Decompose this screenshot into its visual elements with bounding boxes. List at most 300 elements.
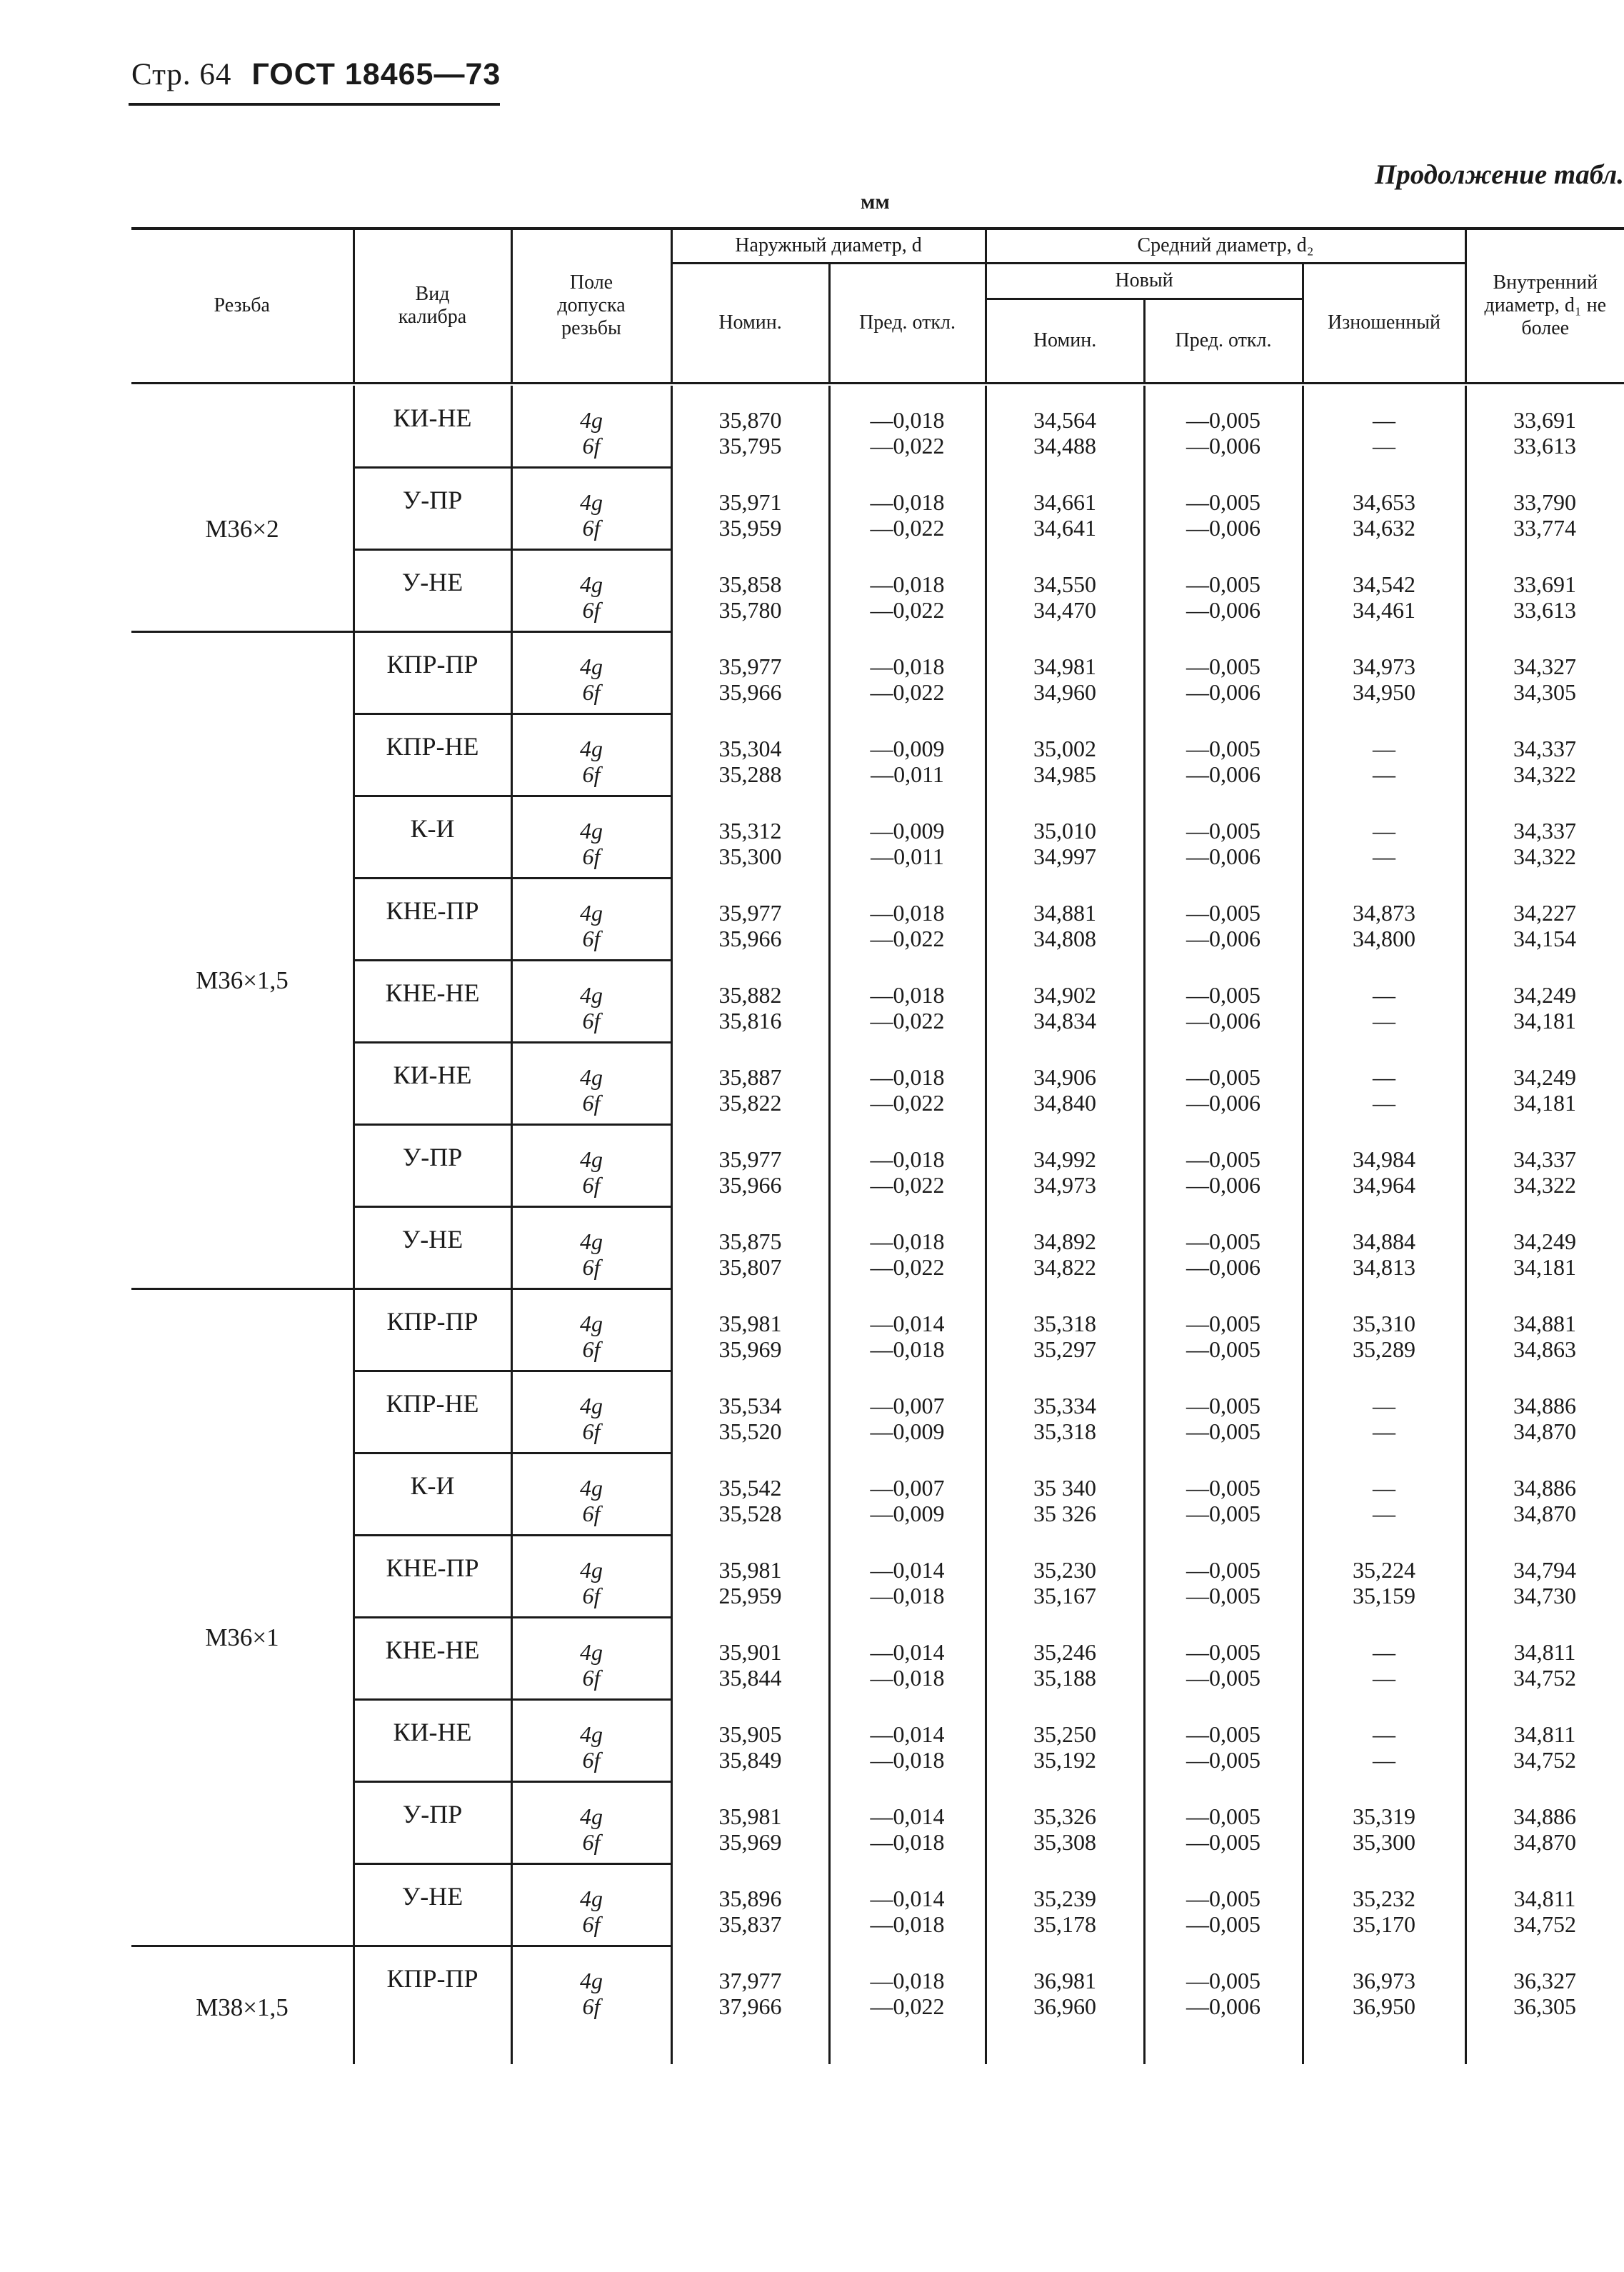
cell-value: 4g: [580, 1968, 603, 1993]
cell-value: 34,227: [1513, 900, 1576, 926]
cell-value: 35,901: [718, 1639, 782, 1665]
cell-value: 34,752: [1513, 1747, 1576, 1773]
cell-value: 35,192: [1033, 1747, 1096, 1773]
cell-value: —: [1373, 1721, 1395, 1747]
cell-value: 35 340: [1033, 1475, 1096, 1501]
cell-value: —: [1373, 407, 1395, 433]
cell-value: —0,011: [871, 761, 944, 787]
cell-value: —0,018: [870, 489, 945, 515]
cell-value: 34,653: [1353, 489, 1415, 515]
cell-value: 35,188: [1033, 1665, 1096, 1691]
outer-nominal-cell: [671, 1228, 829, 1280]
cell-value: —: [1373, 1008, 1395, 1034]
cell-value: —0,018: [870, 1336, 945, 1362]
cell-value: 4g: [580, 489, 603, 515]
mean-deviation-cell: [1144, 982, 1303, 1034]
cell-value: 34,984: [1353, 1146, 1415, 1172]
cell-value: —0,007: [870, 1393, 945, 1418]
worn-cell: [1303, 1639, 1465, 1691]
cell-value: 34,249: [1513, 982, 1576, 1008]
cell-value: —: [1373, 1064, 1395, 1090]
cell-value: 34,337: [1513, 818, 1576, 844]
cell-value: 35,542: [718, 1475, 782, 1501]
cell-value: 34,154: [1513, 926, 1576, 951]
cell-value: 35,250: [1033, 1721, 1096, 1747]
group-separator: [131, 1288, 671, 1290]
row-separator: [354, 1534, 671, 1536]
col-thread: Резьба: [131, 230, 354, 383]
cell-value: 34,542: [1353, 571, 1415, 597]
group-separator: [131, 1945, 671, 1947]
cell-value: 35,966: [718, 679, 782, 705]
cell-value: 33,774: [1513, 515, 1576, 541]
cell-value: 34,902: [1033, 982, 1096, 1008]
gauge-type-cell: У-НЕ: [401, 1225, 463, 1253]
cell-value: —0,009: [870, 1418, 945, 1444]
cell-value: 37,977: [718, 1968, 782, 1993]
cell-value: 4g: [580, 1721, 603, 1747]
cell-value: 35,300: [1353, 1829, 1415, 1855]
mean-deviation-cell: [1144, 1639, 1303, 1691]
cell-value: 34,964: [1353, 1172, 1415, 1198]
cell-value: —0,005: [1186, 654, 1260, 679]
gauge-type-cell: К-И: [410, 814, 455, 843]
cell-value: 34,322: [1513, 844, 1576, 869]
outer-deviation-cell: [829, 1064, 986, 1116]
cell-value: 35,304: [718, 736, 782, 761]
tolerance-cell: [511, 489, 671, 541]
worn-cell: [1303, 1146, 1465, 1198]
cell-value: —0,022: [870, 1090, 945, 1116]
outer-nominal-cell: [671, 1886, 829, 1937]
gauge-type-cell: КНЕ-НЕ: [385, 979, 480, 1007]
cell-value: 6f: [582, 1090, 601, 1116]
cell-value: 6f: [582, 679, 601, 705]
inner-diameter-cell: [1465, 1557, 1624, 1608]
worn-cell: [1303, 489, 1465, 541]
col-mean-diameter: Средний диаметр, d₂: [986, 230, 1465, 263]
gauge-type-cell: У-ПР: [402, 1800, 463, 1828]
gauge-type-cell: КПР-ПР: [386, 650, 478, 679]
cell-value: 34,661: [1033, 489, 1096, 515]
row-separator: [354, 1863, 671, 1865]
outer-deviation-cell: [829, 1968, 986, 2019]
cell-value: —0,022: [870, 1993, 945, 2019]
cell-value: 33,790: [1513, 489, 1576, 515]
cell-value: 37,966: [718, 1993, 782, 2019]
outer-deviation-cell: [829, 736, 986, 787]
cell-value: —0,018: [870, 1146, 945, 1172]
cell-value: 35,230: [1033, 1557, 1096, 1583]
cell-value: —: [1373, 761, 1395, 787]
cell-value: —0,006: [1186, 926, 1260, 951]
cell-value: 36,960: [1033, 1993, 1096, 2019]
cell-value: —0,018: [870, 1583, 945, 1608]
cell-value: 34,811: [1513, 1639, 1576, 1665]
inner-diameter-cell: [1465, 1064, 1624, 1116]
cell-value: 35,971: [718, 489, 782, 515]
mean-deviation-cell: [1144, 736, 1303, 787]
cell-value: 6f: [582, 761, 601, 787]
cell-value: —0,018: [870, 1968, 945, 1993]
cell-value: 35,308: [1033, 1829, 1096, 1855]
outer-nominal-cell: [671, 1311, 829, 1362]
cell-value: 35,232: [1353, 1886, 1415, 1911]
col-tolerance-field: Поле допуска резьбы: [511, 230, 671, 383]
outer-deviation-cell: [829, 1311, 986, 1362]
gauge-type-cell: КПР-НЕ: [386, 1389, 479, 1418]
cell-value: —0,005: [1186, 1146, 1260, 1172]
cell-value: —0,018: [870, 1747, 945, 1773]
cell-value: 34,181: [1513, 1090, 1576, 1116]
cell-value: —0,006: [1186, 1008, 1260, 1034]
row-separator: [354, 466, 671, 469]
cell-value: 4g: [580, 407, 603, 433]
cell-value: —0,009: [870, 1501, 945, 1526]
cell-value: —0,005: [1186, 1475, 1260, 1501]
cell-value: 34,249: [1513, 1228, 1576, 1254]
cell-value: 34,906: [1033, 1064, 1096, 1090]
mean-deviation-cell: [1144, 1886, 1303, 1937]
inner-diameter-cell: [1465, 736, 1624, 787]
cell-value: 35,288: [718, 761, 782, 787]
cell-value: —0,005: [1186, 1665, 1260, 1691]
cell-value: 6f: [582, 844, 601, 869]
inner-diameter-cell: [1465, 1968, 1624, 2019]
col-worn: Изношенный: [1303, 263, 1465, 383]
cell-value: —0,005: [1186, 900, 1260, 926]
cell-value: 4g: [580, 736, 603, 761]
cell-value: —0,018: [870, 982, 945, 1008]
cell-value: 35,312: [718, 818, 782, 844]
cell-value: —0,018: [870, 407, 945, 433]
mean-nominal-cell: [986, 1557, 1144, 1608]
outer-nominal-cell: [671, 1639, 829, 1691]
outer-nominal-cell: [671, 982, 829, 1034]
cell-value: 6f: [582, 597, 601, 623]
cell-value: —: [1373, 844, 1395, 869]
worn-cell: [1303, 1475, 1465, 1526]
cell-value: —0,018: [870, 571, 945, 597]
cell-value: 35,310: [1353, 1311, 1415, 1336]
cell-value: 35,837: [718, 1911, 782, 1937]
tolerance-cell: [511, 407, 671, 459]
cell-value: 34,800: [1353, 926, 1415, 951]
cell-value: 6f: [582, 1583, 601, 1608]
cell-value: 35,239: [1033, 1886, 1096, 1911]
outer-nominal-cell: [671, 1064, 829, 1116]
worn-cell: [1303, 982, 1465, 1034]
worn-cell: [1303, 1803, 1465, 1855]
cell-value: 35,969: [718, 1336, 782, 1362]
mean-nominal-cell: [986, 1721, 1144, 1773]
cell-value: 34,322: [1513, 1172, 1576, 1198]
page-header: [131, 57, 501, 92]
cell-value: 34,461: [1353, 597, 1415, 623]
mean-deviation-cell: [1144, 1393, 1303, 1444]
col-mean-deviation: Пред. откл.: [1144, 299, 1303, 383]
cell-value: 33,691: [1513, 407, 1576, 433]
outer-deviation-cell: [829, 982, 986, 1034]
tolerance-cell: [511, 1393, 671, 1444]
cell-value: 33,613: [1513, 597, 1576, 623]
tolerance-cell: [511, 1064, 671, 1116]
cell-value: 6f: [582, 1911, 601, 1937]
mean-nominal-cell: [986, 654, 1144, 705]
cell-value: 35,966: [718, 926, 782, 951]
worn-cell: [1303, 1968, 1465, 2019]
cell-value: 35,822: [718, 1090, 782, 1116]
mean-deviation-cell: [1144, 1228, 1303, 1280]
worn-cell: [1303, 654, 1465, 705]
cell-value: —: [1373, 1501, 1395, 1526]
mean-nominal-cell: [986, 982, 1144, 1034]
gauge-type-cell: КНЕ-ПР: [386, 896, 479, 925]
cell-value: —0,018: [870, 1228, 945, 1254]
mean-deviation-cell: [1144, 900, 1303, 951]
cell-value: 34,632: [1353, 515, 1415, 541]
cell-value: —0,005: [1186, 1393, 1260, 1418]
cell-value: —: [1373, 736, 1395, 761]
cell-value: —: [1373, 433, 1395, 459]
inner-diameter-cell: [1465, 1393, 1624, 1444]
cell-value: 35,981: [718, 1803, 782, 1829]
cell-value: 34,873: [1353, 900, 1415, 926]
cell-value: —0,009: [870, 736, 945, 761]
cell-value: 35,807: [718, 1254, 782, 1280]
cell-value: 4g: [580, 1557, 603, 1583]
cell-value: —0,005: [1186, 736, 1260, 761]
cell-value: —0,018: [870, 654, 945, 679]
outer-nominal-cell: [671, 1557, 829, 1608]
tolerance-cell: [511, 1968, 671, 2019]
cell-value: 4g: [580, 1475, 603, 1501]
cell-value: 6f: [582, 1254, 601, 1280]
cell-value: 34,834: [1033, 1008, 1096, 1034]
cell-value: 6f: [582, 1172, 601, 1198]
inner-diameter-cell: [1465, 900, 1624, 951]
outer-deviation-cell: [829, 1228, 986, 1280]
inner-diameter-cell: [1465, 1228, 1624, 1280]
outer-nominal-cell: [671, 1475, 829, 1526]
inner-diameter-cell: [1465, 489, 1624, 541]
worn-cell: [1303, 818, 1465, 869]
inner-diameter-cell: [1465, 818, 1624, 869]
cell-value: 35,959: [718, 515, 782, 541]
col-inner-diameter: Внутренний диаметр, d₁ не более: [1465, 230, 1624, 383]
worn-cell: [1303, 1228, 1465, 1280]
cell-value: —0,005: [1186, 1583, 1260, 1608]
cell-value: 35,178: [1033, 1911, 1096, 1937]
outer-nominal-cell: [671, 818, 829, 869]
mean-deviation-cell: [1144, 1803, 1303, 1855]
col-outer-diameter: Наружный диаметр, d: [671, 230, 986, 263]
cell-value: 36,981: [1033, 1968, 1096, 1993]
cell-value: —0,006: [1186, 1254, 1260, 1280]
cell-value: —0,007: [870, 1475, 945, 1501]
tolerance-cell: [511, 982, 671, 1034]
mean-deviation-cell: [1144, 818, 1303, 869]
mean-nominal-cell: [986, 1886, 1144, 1937]
standard-number: ГОСТ 18465—73: [251, 57, 501, 91]
row-separator: [354, 1370, 671, 1372]
cell-value: 36,305: [1513, 1993, 1576, 2019]
cell-value: —0,005: [1186, 1911, 1260, 1937]
cell-value: 34,985: [1033, 761, 1096, 787]
group-separator: [131, 631, 671, 633]
inner-diameter-cell: [1465, 982, 1624, 1034]
cell-value: 34,752: [1513, 1911, 1576, 1937]
mean-deviation-cell: [1144, 1311, 1303, 1362]
gauge-type-cell: КПР-НЕ: [386, 732, 479, 761]
cell-value: 34,337: [1513, 1146, 1576, 1172]
cell-value: 34,322: [1513, 761, 1576, 787]
cell-value: —0,022: [870, 1254, 945, 1280]
tolerance-cell: [511, 736, 671, 787]
cell-value: 35,289: [1353, 1336, 1415, 1362]
worn-cell: [1303, 900, 1465, 951]
cell-value: 35,167: [1033, 1583, 1096, 1608]
cell-value: 34,550: [1033, 571, 1096, 597]
gauge-type-cell: У-НЕ: [401, 568, 463, 596]
row-separator: [354, 1452, 671, 1454]
mean-deviation-cell: [1144, 1557, 1303, 1608]
worn-cell: [1303, 1886, 1465, 1937]
row-separator: [354, 1124, 671, 1126]
worn-cell: [1303, 1721, 1465, 1773]
cell-value: 4g: [580, 1886, 603, 1911]
cell-value: 35,170: [1353, 1911, 1415, 1937]
tolerance-cell: [511, 571, 671, 623]
cell-value: 4g: [580, 900, 603, 926]
cell-value: 6f: [582, 1829, 601, 1855]
thread-label: М36×1,5: [196, 966, 289, 994]
cell-value: —0,022: [870, 433, 945, 459]
cell-value: —: [1373, 818, 1395, 844]
outer-nominal-cell: [671, 1146, 829, 1198]
cell-value: 6f: [582, 926, 601, 951]
mean-deviation-cell: [1144, 654, 1303, 705]
outer-nominal-cell: [671, 654, 829, 705]
cell-value: 4g: [580, 1639, 603, 1665]
worn-cell: [1303, 571, 1465, 623]
cell-value: —0,018: [870, 1665, 945, 1691]
cell-value: 34,881: [1513, 1311, 1576, 1336]
tolerance-cell: [511, 900, 671, 951]
col-outer-nominal: Номин.: [671, 263, 829, 383]
col-new: Новый: [986, 263, 1303, 299]
cell-value: —0,018: [870, 1911, 945, 1937]
inner-diameter-cell: [1465, 1639, 1624, 1691]
cell-value: —0,005: [1186, 1228, 1260, 1254]
mean-deviation-cell: [1144, 489, 1303, 541]
tolerance-cell: [511, 1475, 671, 1526]
row-separator: [354, 1041, 671, 1044]
cell-value: —0,022: [870, 679, 945, 705]
tolerance-cell: [511, 818, 671, 869]
mean-nominal-cell: [986, 1968, 1144, 2019]
cell-value: 34,808: [1033, 926, 1096, 951]
outer-deviation-cell: [829, 407, 986, 459]
inner-diameter-cell: [1465, 1311, 1624, 1362]
cell-value: 35,334: [1033, 1393, 1096, 1418]
inner-diameter-cell: [1465, 1721, 1624, 1773]
outer-nominal-cell: [671, 1721, 829, 1773]
cell-value: 35,300: [718, 844, 782, 869]
cell-value: 4g: [580, 1311, 603, 1336]
cell-value: 34,811: [1513, 1886, 1576, 1911]
outer-deviation-cell: [829, 1393, 986, 1444]
cell-value: 34,641: [1033, 515, 1096, 541]
cell-value: 4g: [580, 1146, 603, 1172]
cell-value: 34,973: [1033, 1172, 1096, 1198]
outer-deviation-cell: [829, 489, 986, 541]
cell-value: —0,005: [1186, 1557, 1260, 1583]
cell-value: 35,844: [718, 1665, 782, 1691]
cell-value: 35,896: [718, 1886, 782, 1911]
cell-value: —0,005: [1186, 571, 1260, 597]
cell-value: —0,006: [1186, 1090, 1260, 1116]
cell-value: 34,881: [1033, 900, 1096, 926]
cell-value: —0,005: [1186, 1639, 1260, 1665]
cell-value: 34,870: [1513, 1829, 1576, 1855]
cell-value: —0,005: [1186, 1886, 1260, 1911]
row-separator: [354, 1616, 671, 1618]
inner-diameter-cell: [1465, 407, 1624, 459]
cell-value: 4g: [580, 1064, 603, 1090]
cell-value: 35,224: [1353, 1557, 1415, 1583]
cell-value: 35 326: [1033, 1501, 1096, 1526]
cell-value: 35,326: [1033, 1803, 1096, 1829]
cell-value: 4g: [580, 1803, 603, 1829]
inner-diameter-cell: [1465, 571, 1624, 623]
cell-value: 34,886: [1513, 1803, 1576, 1829]
cell-value: 34,840: [1033, 1090, 1096, 1116]
cell-value: —0,006: [1186, 597, 1260, 623]
cell-value: 35,858: [718, 571, 782, 597]
row-separator: [354, 713, 671, 715]
tolerance-cell: [511, 1803, 671, 1855]
gauge-type-cell: У-ПР: [402, 486, 463, 514]
cell-value: 34,730: [1513, 1583, 1576, 1608]
outer-nominal-cell: [671, 1968, 829, 2019]
cell-value: 34,886: [1513, 1475, 1576, 1501]
cell-value: 6f: [582, 433, 601, 459]
cell-value: 35,318: [1033, 1311, 1096, 1336]
cell-value: 6f: [582, 1747, 601, 1773]
mean-nominal-cell: [986, 900, 1144, 951]
row-separator: [354, 1781, 671, 1783]
cell-value: 6f: [582, 1501, 601, 1526]
cell-value: —: [1373, 1090, 1395, 1116]
inner-diameter-cell: [1465, 654, 1624, 705]
mean-deviation-cell: [1144, 407, 1303, 459]
cell-value: —: [1373, 1665, 1395, 1691]
row-separator: [354, 1698, 671, 1701]
cell-value: 36,327: [1513, 1968, 1576, 1993]
cell-value: 4g: [580, 1228, 603, 1254]
gauge-type-cell: КИ-НЕ: [393, 1061, 472, 1089]
cell-value: —0,014: [870, 1803, 945, 1829]
table-body: [0, 386, 1624, 2100]
mean-deviation-cell: [1144, 1968, 1303, 2019]
outer-nominal-cell: [671, 407, 829, 459]
cell-value: —: [1373, 1747, 1395, 1773]
outer-deviation-cell: [829, 571, 986, 623]
inner-diameter-cell: [1465, 1146, 1624, 1198]
worn-cell: [1303, 407, 1465, 459]
mean-nominal-cell: [986, 571, 1144, 623]
